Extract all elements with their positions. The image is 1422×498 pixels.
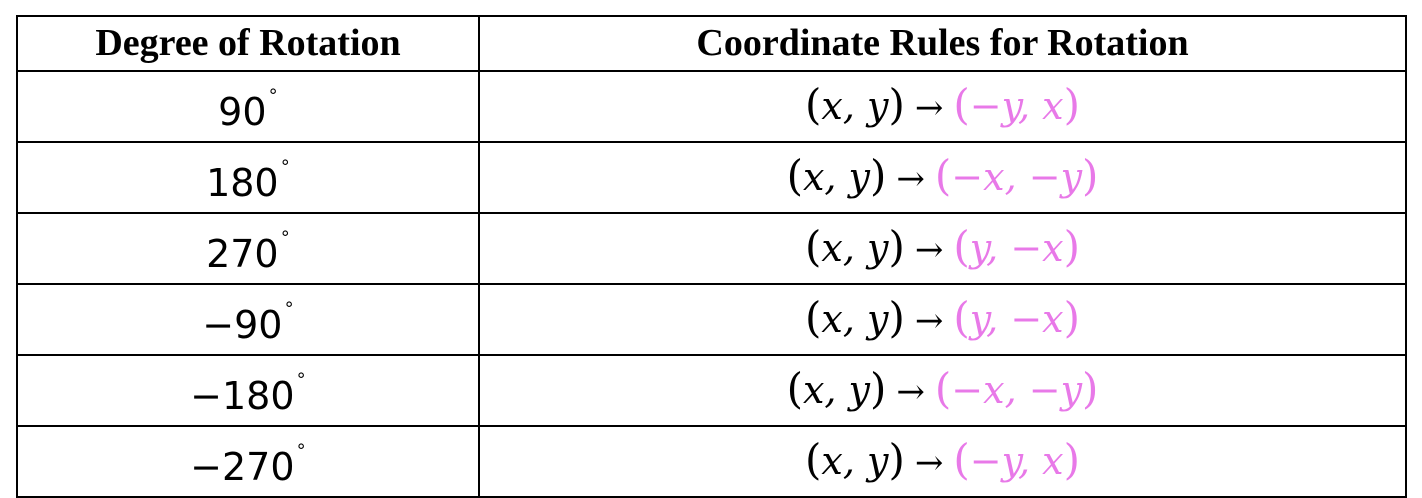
- rule-output: (y, −x): [953, 293, 1080, 342]
- degree-symbol: ˚: [284, 298, 294, 329]
- rotation-rule: (x, y) → (y, −x): [805, 222, 1080, 271]
- rule-cell: [479, 213, 1406, 284]
- degree-value: −270: [190, 445, 295, 489]
- rule-cell: [479, 284, 1406, 355]
- degree-cell: [17, 142, 479, 213]
- degree-symbol: ˚: [280, 156, 290, 187]
- table-row: [17, 213, 1406, 284]
- rule-cell: [479, 71, 1406, 142]
- degree-value: 180: [206, 161, 279, 205]
- rule-cell: [479, 142, 1406, 213]
- rule-output: (−y, x): [953, 435, 1080, 484]
- rotation-rule: (x, y) → (−x, −y): [786, 151, 1099, 200]
- table-row: [17, 355, 1406, 426]
- rule-input: x, y: [802, 368, 871, 412]
- rule-input: x, y: [802, 155, 871, 199]
- rotation-rule: (x, y) → (−y, x): [805, 80, 1080, 129]
- arrow-symbol: →: [914, 301, 944, 341]
- degree-symbol: ˚: [296, 369, 306, 400]
- rotation-rule: (x, y) → (−y, x): [805, 435, 1080, 484]
- arrow-symbol: →: [896, 372, 925, 412]
- rule-output-value: −y, x: [969, 84, 1064, 128]
- table-row: [17, 142, 1406, 213]
- rule-output: (y, −x): [953, 222, 1080, 271]
- degree-cell: [17, 213, 479, 284]
- degree-cell: [17, 426, 479, 497]
- rule-output: (−x, −y): [934, 364, 1099, 413]
- header-coordinate-rules: Coordinate Rules for Rotation: [479, 16, 1406, 71]
- rotation-rule: (x, y) → (y, −x): [805, 293, 1080, 342]
- header-row: [17, 16, 1406, 71]
- arrow-symbol: →: [914, 88, 944, 128]
- degree-cell: [17, 71, 479, 142]
- degree-value: 90: [218, 90, 267, 134]
- degree-cell: [17, 284, 479, 355]
- degree-value: −90: [202, 303, 283, 347]
- rule-output: (−x, −y): [934, 151, 1099, 200]
- rule-input: x, y: [821, 439, 889, 483]
- header-degree-of-rotation: Degree of Rotation: [17, 16, 479, 71]
- rule-output: (−y, x): [953, 80, 1080, 129]
- rule-cell: [479, 426, 1406, 497]
- rule-input: x, y: [821, 84, 889, 128]
- table-row: [17, 71, 1406, 142]
- arrow-symbol: →: [914, 230, 944, 270]
- rule-output-value: y, −x: [969, 226, 1064, 270]
- rule-output-value: −x, −y: [951, 368, 1083, 412]
- degree-value: −180: [190, 374, 295, 418]
- degree-cell: [17, 355, 479, 426]
- degree-symbol: ˚: [296, 440, 306, 471]
- rule-cell: [479, 355, 1406, 426]
- rule-output-value: y, −x: [969, 297, 1064, 341]
- table-row: [17, 284, 1406, 355]
- rotation-rules-table-wrapper: [16, 15, 1405, 498]
- arrow-symbol: →: [914, 443, 944, 483]
- rotation-rules-table: [16, 15, 1407, 498]
- rule-input: x, y: [821, 226, 889, 270]
- degree-value: 270: [206, 232, 279, 276]
- arrow-symbol: →: [896, 159, 925, 199]
- rule-output-value: −y, x: [969, 439, 1064, 483]
- degree-symbol: ˚: [268, 85, 278, 116]
- table-row: [17, 426, 1406, 497]
- rule-output-value: −x, −y: [951, 155, 1083, 199]
- rotation-rule: (x, y) → (−x, −y): [786, 364, 1099, 413]
- rule-input: x, y: [821, 297, 889, 341]
- degree-symbol: ˚: [280, 227, 290, 258]
